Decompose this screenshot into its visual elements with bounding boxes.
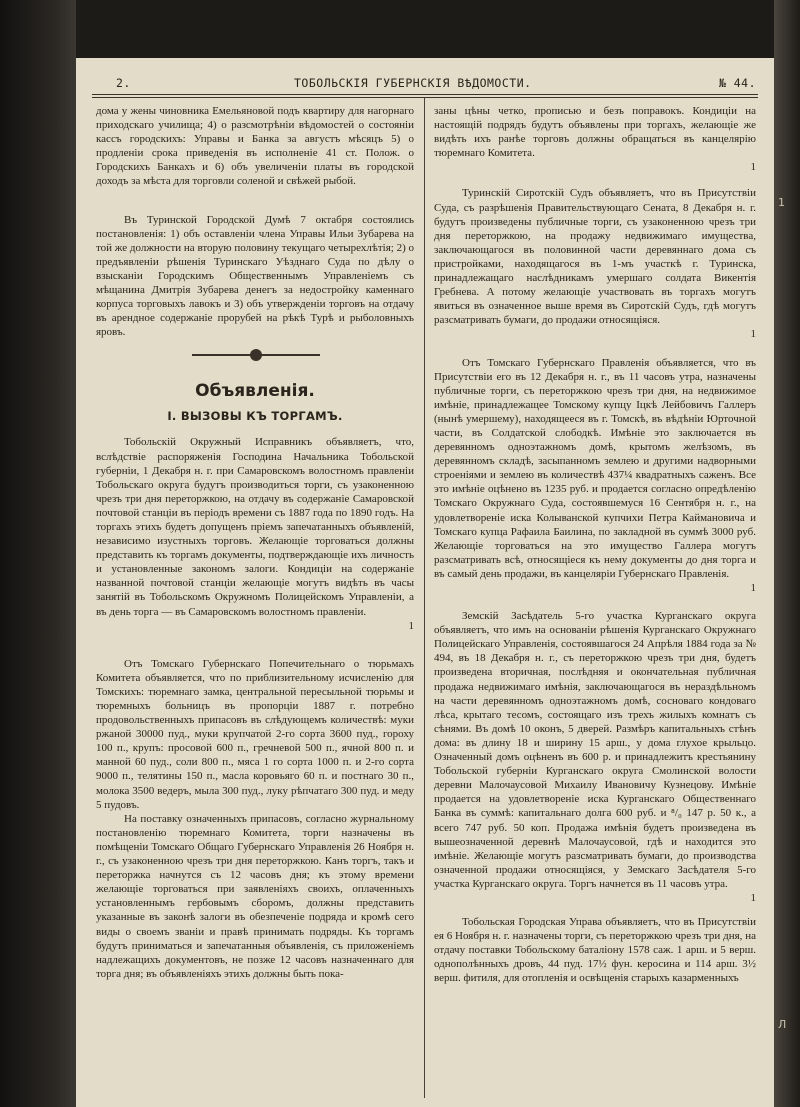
tomsk-prison-committee-notice: Отъ Томскаго Губернскаго Попечительнаго о тюрьмахъ Комитета объявляется, что по приблизительному исчисленію для Томскихъ: тюремнаго замка, центральной пересыльной тюрьмы и тюремныхъ больницъ въ пропорціи 1887 г. потребно продовольственныхъ припасовъ въ слѣдующемъ количествѣ: муки ржаной 30000 пуд., муки крупчатой 2-го сорта 3600 пуд., гороху 100 п., крупъ: просовой 600 п., гречневой 500 п., ячной 800 п. и манной 60 пуд., соли 800 п., мяса 1 го сорта 1000 п. и 2-го сорта 9000 п., телятины 150 п., масла коровьяго 60 п. и постнаго 30 п., молока 3500 ведеръ, мыла 300 пуд., луку рѣпчатаго 300 пуд. и меду 5 пудовъ. xyxy=(96,657,414,811)
kurgan-assessor-notice: Земскій Засѣдатель 5-го участка Курганскаго округа объявляетъ, что имъ на основаніи рѣшенія Курганскаго Окружнаго Полицейскаго Управленія, состоявшагося 24 Апрѣля 1884 года за № 494, въ 18 Декабря н. г., съ переторжкою чрезъ три дня, будетъ произведена вторичная, послѣдняя и окончательная публичная продажа недвижимаго имѣнія, заключающагося въ нераздѣльномъ на части деревянномъ одноэтажномъ домѣ, сосноваго кондоваго лѣса, крытаго тесомъ, состоящаго изъ трехъ жилыхъ комнатъ съ сѣнями. Въ домѣ 10 оконъ, 5 дверей. Размѣръ капитальныхъ стѣнъ дома: въ длину 18 и ширину 15 арш., у дома глухое крыльцо. Означенный домъ оцѣненъ въ 600 р. и принадлежитъ крестьянину Тобольской губерніи Курганскаго округа Смолинской волости деревни Малочаусовой Михаилу Ивановичу Кузнецову. Имѣніе продается на удовлетвореніе иска Курганскаго Общественнаго Банка въ суммѣ: капитальнаго долга 600 руб. и ⁸/₀ 147 р. 50 к., а всего 747 руб. 50 коп. Продажа имѣнія будетъ произведена въ вышеозначенной деревнѣ Малочаусовой, гдѣ и находится это имѣніе. Желающіе могутъ разсматривать бумаги, до производства означенной продажи относящіяся, у Земскаго Засѣдателя 5-го участка Курганскаго округа. Торгъ начнется въ 11 часовъ утра. xyxy=(434,610,756,890)
newspaper-page xyxy=(76,58,774,1107)
tomsk-prison-tender-terms: На поставку означенныхъ припасовъ, согласно журнальному постановленію тюремнаго Комитета, торги назначены въ помѣщеніи Томскаго Общаго Губернскаго Управленія 26 Ноября н. г., съ узаконенною чрезъ три дня переторжкою. Канъ торгъ, такъ и переторжка начнутся съ 12 часовъ дня; къ этому времени желающіе торговаться при заявленіяхъ своихъ, оплаченныхъ установленнымъ гербовымъ сборомъ, должны представить указанные въ законѣ залоги въ обезпеченіе подряда и кромѣ сего виды о своемъ званіи и правѣ принимать подряды. Къ торгамъ будутъ приниматься и запечатанныя объявленія, съ приложеніемъ надлежащихъ документовъ, не позже 12 часовъ назначеннаго для торга дня; въ объявленіяхъ этихъ должны быть пока- xyxy=(96,812,414,980)
notice-mark: 1 xyxy=(750,161,756,174)
notice-mark: 1 xyxy=(750,891,756,904)
header-rule-double xyxy=(92,97,758,98)
page-number: 2. xyxy=(116,76,131,90)
right-column xyxy=(434,104,756,986)
margin-mark-bottom: Л xyxy=(778,1018,787,1031)
scan-edge-right xyxy=(774,0,800,1107)
section-title: Объявленія. xyxy=(195,381,315,402)
section-ornament xyxy=(96,345,414,367)
issue-number: № 44. xyxy=(718,76,756,90)
subsection-title: I. ВЫЗОВЫ КЪ ТОРГАМЪ. xyxy=(167,409,343,424)
notice-mark: 1 xyxy=(408,619,414,632)
notice-mark: 1 xyxy=(750,582,756,594)
page-header xyxy=(116,76,756,96)
header-rule xyxy=(92,94,758,95)
margin-mark-top: 1 xyxy=(778,196,785,209)
council-item-continued: дома у жены чиновника Емельяновой подъ квартиру для нагорнаго приходскаго училища; 4) о разсмотрѣніи вѣдомостей о состояніи кассъ городскихъ: Управы и Банка за августъ мѣсяцъ 5) о продленіи срока приведенія въ исполненіе 41 ст. Полож. о Городскихъ Банкахъ и 6) объ увеличеніи платы въ городской доходъ за мѣста для торговли соленой и свѣжей рыбой. xyxy=(96,105,414,188)
turinsk-duma-notice: Въ Туринской Городской Думѣ 7 октабря состоялись постановленія: 1) объ оставленіи члена Управы Ильи Зубарева на той же должности на вторую половину текущаго четырехлѣтія; 2) о предъявленіи рѣшенія Туринскаго Уѣзднаго Суда по дѣлу о взысканіи Городскимъ Общественнымъ Управленіемъ съ мѣщанина Дмитрія Зубарева денегъ за недостройку каменнаго корпуса торговыхъ лавокъ и 3) объ утвержденіи торговъ на отдачу въ арендное содержаніе прорубей на рѣкѣ Турѣ и рыболовныхъ яровъ. xyxy=(96,213,414,339)
turinsk-orphan-court-notice: Туринскій Сиротскій Судъ объявляетъ, что въ Присутствіи Суда, съ разрѣшенія Правительствующаго Сената, 8 Декабря н. г. будутъ произведены публичные торги, съ узаконенною чрезъ три дня переторжкою, на продажу недвижимаго имущества, заключающагося въ половинной части деревяннаго дома съ пристройками, находящагося въ 1-мъ участкѣ г. Туринска, принадлежащаго наслѣдникамъ умершаго солдата Викентія Гребнева. А потому желающіе участвовать въ торгахъ могутъ явиться въ означенное выше время въ Сиротскій Судъ, гдѣ могутъ разсматривать бумаги, до продажи относящіяся. xyxy=(434,187,756,327)
column-divider xyxy=(424,98,425,1098)
notice-mark: 1 xyxy=(750,328,756,341)
newspaper-title: ТОБОЛЬСКІЯ ГУБЕРНСКІЯ ВѢДОМОСТИ. xyxy=(294,76,532,90)
scan-edge-left xyxy=(0,0,76,1107)
left-column xyxy=(96,104,414,981)
tobolsk-city-council-notice: Тобольская Городская Управа объявляетъ, что въ Присутствіи ея 6 Ноября н. г. назначены торги, съ переторжкою чрезъ три дня, на отдачу поставки Тобольскому баталіону 1578 саж. 1 арш. и 5 верш. однополѣнныхъ дровъ, 44 пуд. 17½ фун. керосина и 114 арш. 3½ верш. фитиля, для отопленія и освѣщенія старыхъ казарменныхъ xyxy=(434,916,756,985)
tobolsk-ispravnik-notice: Тобольскій Окружный Исправникъ объявляетъ, что, вслѣдствіе распоряженія Господина Начальника Тобольской губерніи, 1 Декабря н. г. при Самаровскомъ волостномъ правленіи Тобольскаго округа будутъ производиться торги, съ узаконенною чрезъ три дня переторжкою, на отдачу въ содержаніе Самаровской почтовой станціи въ періодъ времени съ 1887 года по 1890 годъ. На торгахъ этихъ будетъ допущенъ пріемъ запечатанныхъ объявленій, независимо изустныхъ торговъ. Желающіе торговаться должны представить къ торгамъ документы, подтверждающіе ихъ личность и установленные закономъ залоги. Кондиціи на содержаніе названной почтовой станціи желающіе могутъ видѣть въ часы занятій въ Тобольскомъ Окружномъ Полицейскомъ Управленіи, а въ день торга — въ Самаровскомъ волостномъ правленіи. xyxy=(96,436,414,618)
tomsk-provincial-board-notice: Отъ Томскаго Губернскаго Правленія объявляется, что въ Присутствіи его въ 12 Декабря н. г., въ 11 часовъ утра, назначены публичные торги, съ переторжкою чрезъ три дня, на недвижимое имѣніе, принадлежащее Томскому купцу Іцкѣ Лейбовичъ Галлеръ (нынѣ умершему), находящееся въ г. Томскѣ, въ вѣдѣніи Юрточной части, въ Солдатской слободкѣ. Имѣніе это заключается въ деревянномъ одноэтажномъ домѣ, крытомъ желѣзомъ, въ деревянномъ складѣ, засыпанномъ землею и другими надворными строеніями и землею въ количествѣ 437¼ квадратныхъ саженъ. Все это имѣніе оцѣнено въ 1235 руб. и продается согласно опредѣленію Томскаго Окружнаго Суда, состоявшемуся 16 Сентября н. г., на удовлетвореніе иска Колыванской купчихи Петра Каймановича и Томскаго купца Рафаила Баилина, по закладной въ суммѣ 3000 руб. Желающіе торговаться на это имущество Галлера могутъ разсматривать всѣ, относящіеся къ нему документы до дня торга и въ самый день продажи, въ канцеляріи Губернскаго Правленія. xyxy=(434,356,756,580)
tomsk-prison-notice-continued: заны цѣны четко, прописью и безъ поправокъ. Кондиціи на настоящій подрядъ будутъ объявлены при торгахъ, желающіе же видѣть ихъ ранѣе торговъ должны обращаться въ канцелярію тюремнаго Комитета. xyxy=(434,105,756,160)
